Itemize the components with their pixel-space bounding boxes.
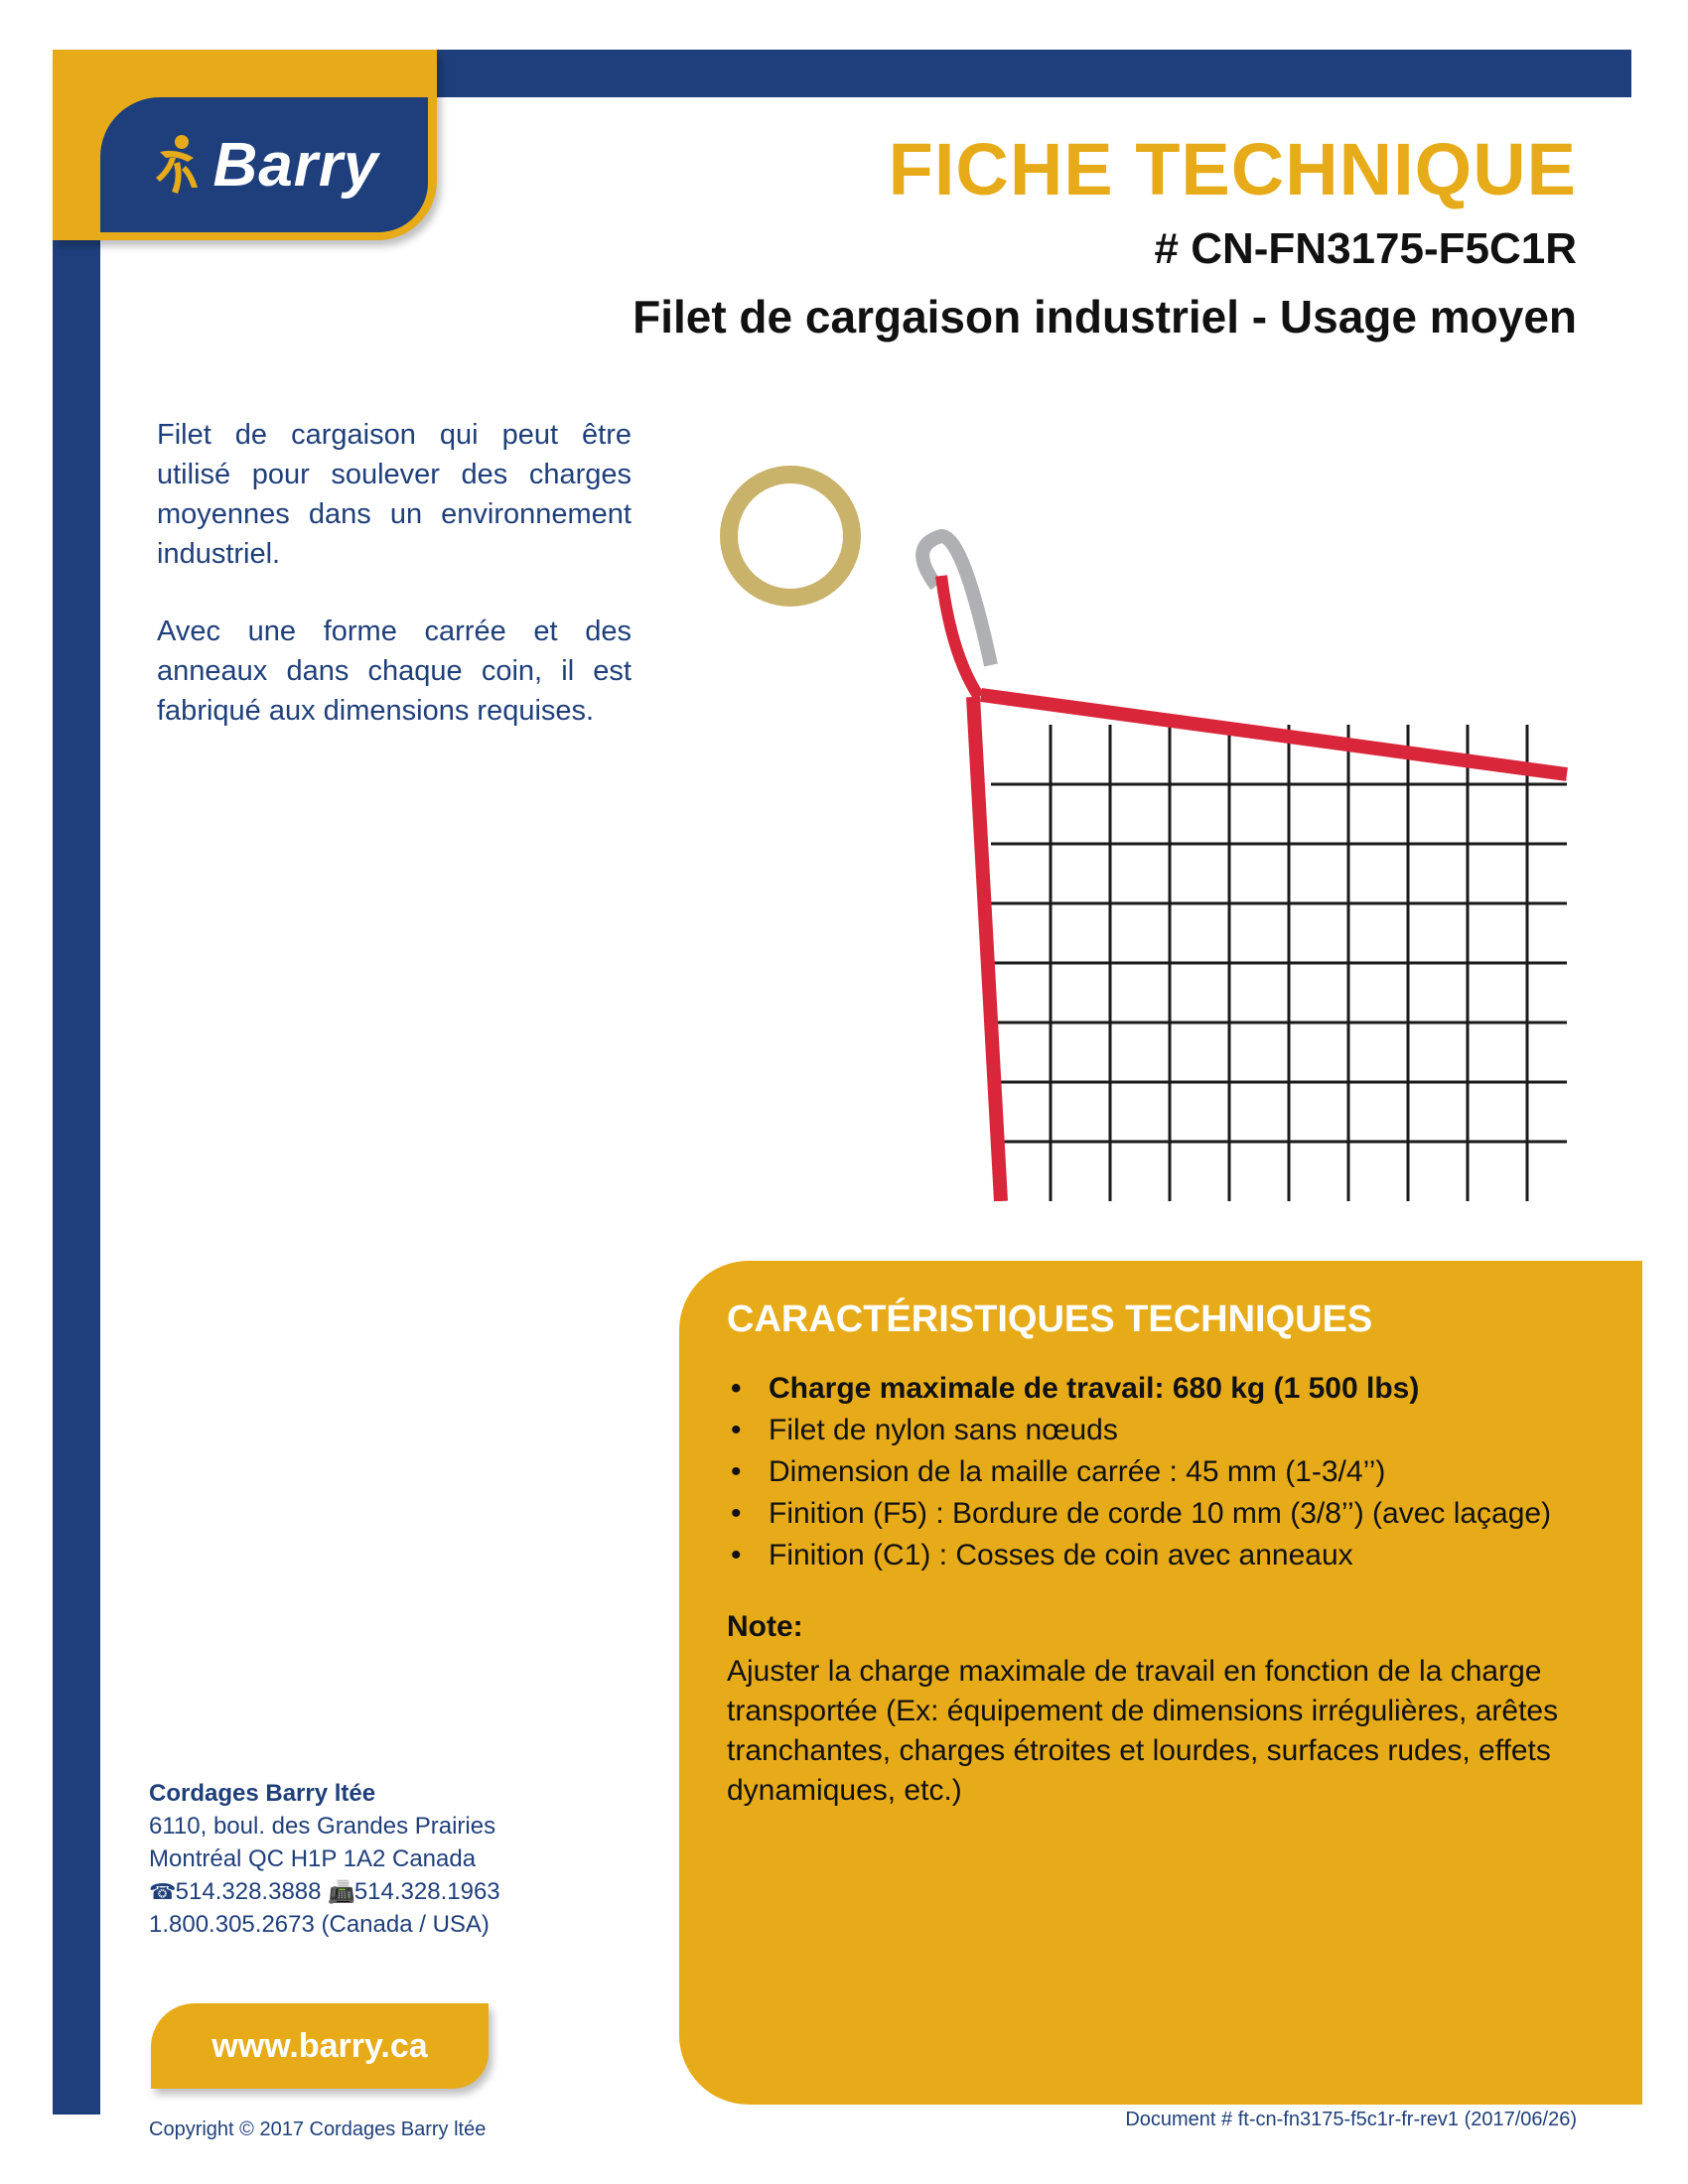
cargo-net-illustration (703, 427, 1575, 1201)
logo-tab (53, 50, 437, 240)
fax-number: 514.328.1963 (353, 1878, 500, 1905)
company-contact (149, 1777, 500, 1941)
net-mesh (991, 725, 1567, 1201)
fax-icon: 📠 (328, 1879, 355, 1904)
red-border-rope-side (973, 697, 1001, 1201)
list-item: • Dimension de la maille carrée : 45 mm (1-3/4’’) (727, 1451, 1620, 1493)
list-item: • Charge maximale de travail: 680 kg (1 500 lbs) (727, 1368, 1620, 1410)
list-item: • Finition (C1) : Cosses de coin avec anneaux (727, 1535, 1620, 1576)
product-name: Filet de cargaison industriel - Usage moyen (633, 291, 1577, 342)
list-item: • Filet de nylon sans nœuds (727, 1410, 1620, 1451)
phone-icon: ☎ (149, 1879, 177, 1904)
red-border-rope-top (981, 695, 1567, 774)
left-frame-bar (53, 50, 100, 2115)
list-item: • Finition (F5) : Bordure de corde 10 mm (3/8’’) (avec laçage) (727, 1493, 1620, 1535)
product-code: # CN-FN3175-F5C1R (1154, 224, 1577, 273)
intro-paragraph: Filet de cargaison qui peut être utilisé pour soulever des charges moyennes dans un environnement industriel. (157, 419, 632, 570)
toll-free-number[interactable]: 1.800.305.2673 (Canada / USA) (149, 1911, 490, 1938)
cargo-net-photo (703, 427, 1575, 1201)
website-link[interactable]: www.barry.ca (151, 2003, 489, 2089)
company-name: Cordages Barry ltée (149, 1780, 376, 1807)
specs-panel (679, 1261, 1642, 2105)
document-reference: Document # ft-cn-fn3175-f5c1r-fr-rev1 (2017/06/26) (1125, 2109, 1577, 2130)
intro-text (157, 415, 632, 768)
address-line: Montréal QC H1P 1A2 Canada (149, 1845, 477, 1872)
specs-title: CARACTÉRISTIQUES TECHNIQUES (727, 1298, 1373, 1340)
logo (100, 97, 428, 232)
note-text: Ajuster la charge maximale de travail en fonction de la charge transportée (Ex: équipement de dimensions irrégulières, arêtes tranchantes, charges étroites et lourdes, surfaces rudes, effets dynamiques, etc.) (727, 1655, 1559, 1807)
copyright: Copyright © 2017 Cordages Barry ltée (149, 2118, 487, 2140)
metal-ring (729, 475, 852, 598)
note-title: Note: (727, 1610, 803, 1643)
address-line: 6110, boul. des Grandes Prairies (149, 1813, 496, 1840)
page-title: FICHE TECHNIQUE (888, 128, 1577, 210)
logo-text: Barry (212, 130, 379, 200)
barry-figure-icon (150, 132, 204, 198)
specs-list (727, 1368, 1620, 1576)
intro-paragraph: Avec une forme carrée et des anneaux dans chaque coin, il est fabriqué aux dimensions requises. (157, 615, 632, 727)
phone-line (149, 1875, 500, 1908)
phone-number[interactable]: 514.328.3888 (175, 1878, 322, 1905)
